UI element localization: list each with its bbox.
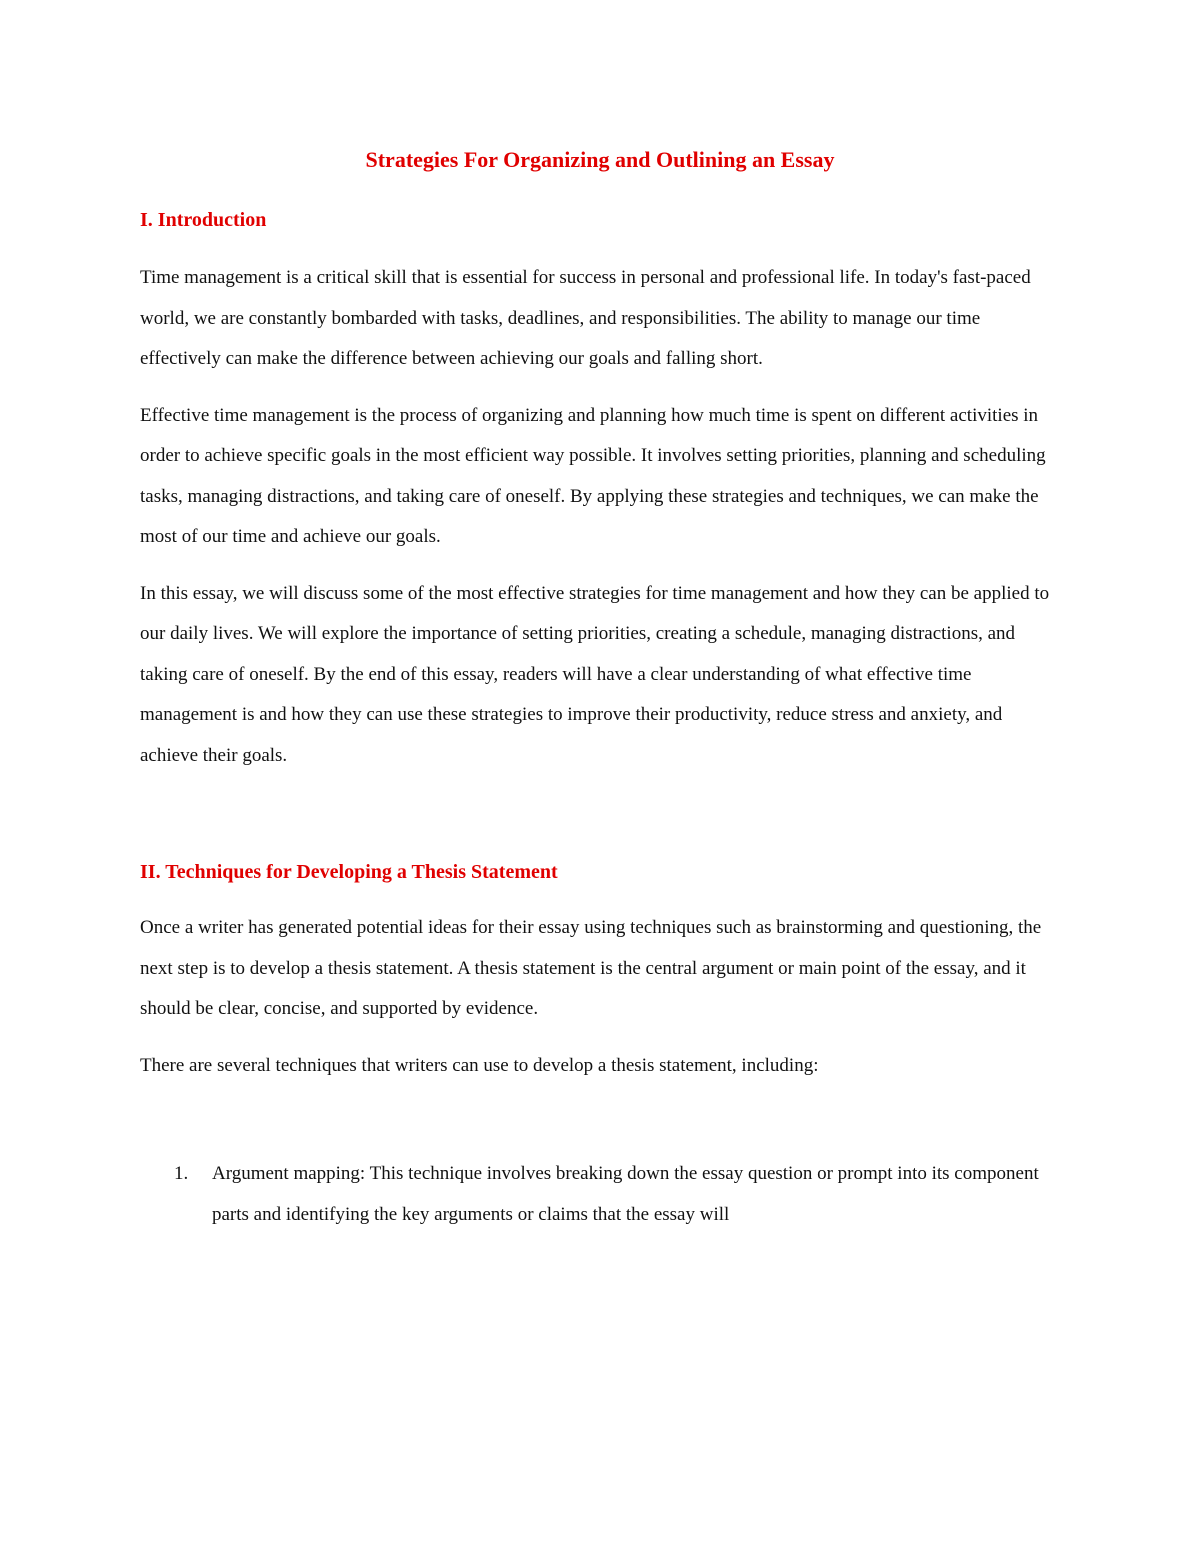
section-heading-introduction: I. Introduction — [140, 209, 267, 231]
thesis-paragraph-1: Once a writer has generated potential ideas for their essay using techniques such as brainstorming and questioning, the next step is to develop a thesis statement. A thesis statement is the central argument or main point of the essay, and it should be clear, concise, and supported by evidence. — [140, 917, 1042, 1019]
thesis-techniques-list — [140, 1154, 1060, 1235]
list-item — [140, 1154, 1060, 1235]
intro-paragraph-2: Effective time management is the process of organizing and planning how much time is spent on different activities in order to achieve specific goals in the most efficient way possible. It involves setting priorities, planning and scheduling tasks, managing distractions, and taking care of oneself. By applying these strategies and techniques, we can make the most of our time and achieve our goals. — [140, 404, 1046, 547]
intro-paragraph-1: Time management is a critical skill that is essential for success in personal and professional life. In today's fast-paced world, we are constantly bombarded with tasks, deadlines, and responsibilities. The ability to manage our time effectively can make the difference between achieving our goals and falling short. — [140, 267, 1031, 369]
thesis-paragraph-2: There are several techniques that writers can use to develop a thesis statement, including: — [140, 1054, 819, 1076]
list-item-text: Argument mapping: This technique involves breaking down the essay question or prompt into its component parts and identifying the key arguments or claims that the essay will — [212, 1163, 1039, 1225]
document-title: Strategies For Organizing and Outlining an Essay — [365, 147, 835, 172]
section-heading-thesis-techniques: II. Techniques for Developing a Thesis Statement — [140, 861, 558, 883]
document-content — [140, 140, 1060, 1235]
list-item-number: 1. — [174, 1163, 189, 1184]
intro-paragraph-3: In this essay, we will discuss some of the most effective strategies for time management and how they can be applied to our daily lives. We will explore the importance of setting priorities, creating a schedule, managing distractions, and taking care of oneself. By the end of this essay, readers will have a clear understanding of what effective time management is and how they can use these strategies to improve their productivity, reduce stress and anxiety, and achieve their goals. — [140, 582, 1050, 766]
